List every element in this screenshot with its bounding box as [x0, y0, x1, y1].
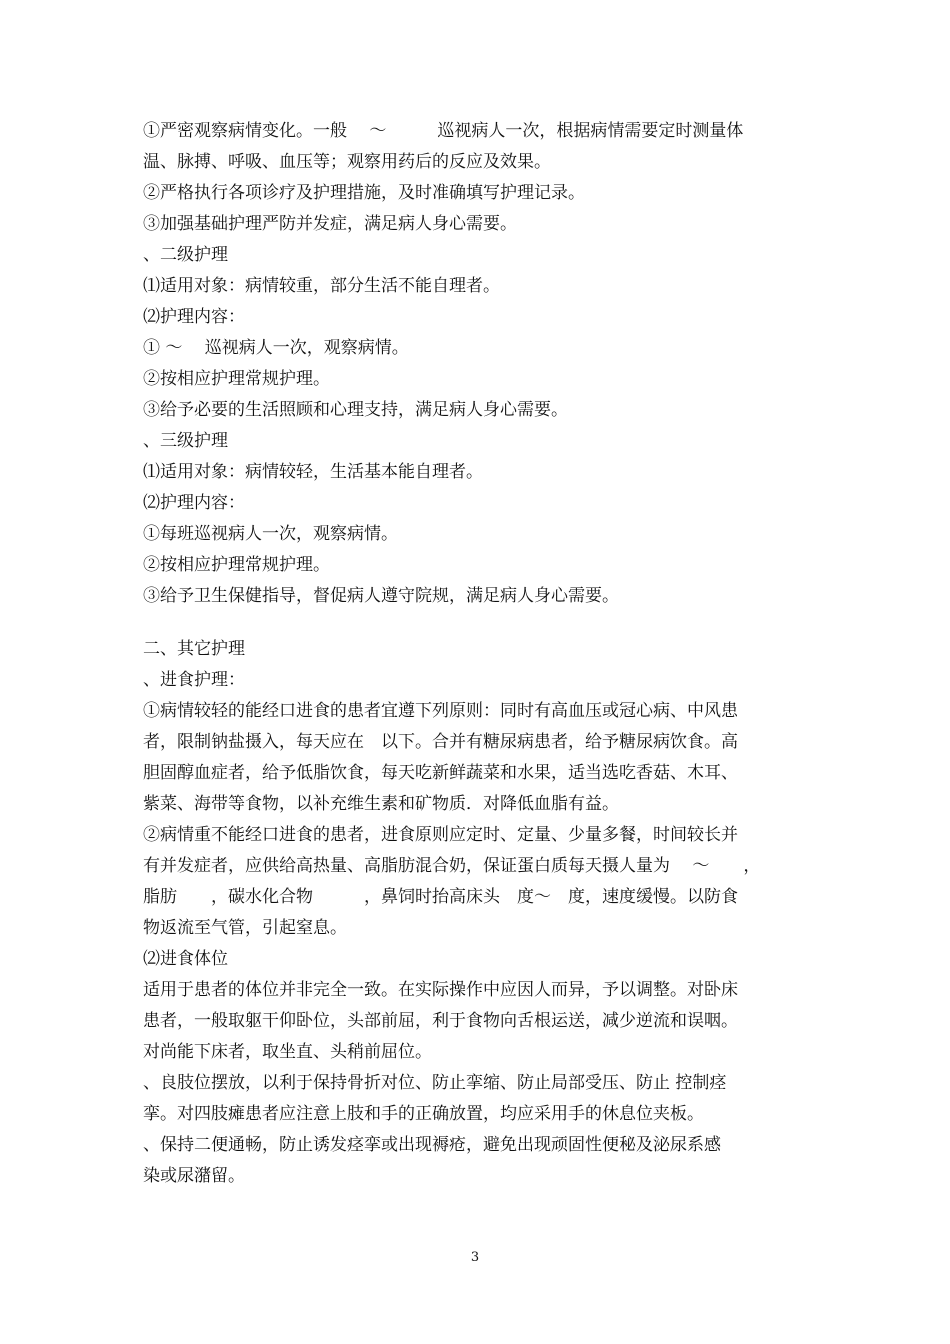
text-line: 有并发症者，应供给高热量、高脂肪混合奶，保证蛋白质每天摄人量为 ～ ，	[143, 856, 761, 876]
text-line: 物返流至气管，引起窒息。	[143, 918, 347, 938]
section-heading-other-care: 二、其它护理	[143, 639, 245, 659]
text-line: ⑵护理内容：	[143, 307, 245, 327]
text-line: ①病情较轻的能经口进食的患者宜遵下列原则：同时有高血压或冠心病、中风患	[143, 701, 738, 721]
other-care-section	[143, 634, 813, 1192]
text-line: 、保持二便通畅，防止诱发痉挛或出现褥疮，避免出现顽固性便秘及泌尿系感	[143, 1135, 721, 1155]
text-line: ②按相应护理常规护理。	[143, 555, 330, 575]
text-line: 适用于患者的体位并非完全一致。在实际操作中应因人而异，予以调整。对卧床	[143, 980, 738, 1000]
document-body	[143, 116, 813, 1192]
text-line: 者，限制钠盐摄入，每天应在 以下。合并有糖尿病患者，给予糖尿病饮食。高	[143, 732, 738, 752]
text-line: 患者，一般取躯干仰卧位，头部前屈，利于食物向舌根运送，减少逆流和误咽。	[143, 1011, 738, 1031]
text-line: ①严密观察病情变化。一般 ～ 巡视病人一次，根据病情需要定时测量体	[143, 121, 744, 141]
text-line: 对尚能下床者，取坐直、头稍前屈位。	[143, 1042, 432, 1062]
text-line: ⑴适用对象：病情较重，部分生活不能自理者。	[143, 276, 500, 296]
subheading-secondary-care: 、二级护理	[143, 245, 228, 265]
text-line: 胆固醇血症者，给予低脂饮食，每天吃新鲜蔬菜和水果，适当选吃香菇、木耳、	[143, 763, 738, 783]
text-line: ⑴适用对象：病情较轻，生活基本能自理者。	[143, 462, 483, 482]
text-line: ③给予必要的生活照顾和心理支持，满足病人身心需要。	[143, 400, 568, 420]
text-line: 紫菜、海带等食物，以补充维生素和矿物质．对降低血脂有益。	[143, 794, 619, 814]
text-line: ③给予卫生保健指导，督促病人遵守院规，满足病人身心需要。	[143, 586, 619, 606]
text-line: 脂肪 ，碳水化合物 ，鼻饲时抬高床头 度～ 度，速度缓慢。以防食	[143, 887, 738, 907]
section-gap	[143, 612, 813, 634]
subheading-feeding-position: ⑵进食体位	[143, 949, 228, 969]
subheading-feeding-care: 、进食护理：	[143, 670, 245, 690]
text-line: ②严格执行各项诊疗及护理措施，及时准确填写护理记录。	[143, 183, 585, 203]
text-line: 挛。对四肢瘫患者应注意上肢和手的正确放置，均应采用手的休息位夹板。	[143, 1104, 704, 1124]
text-line: ③加强基础护理严防并发症，满足病人身心需要。	[143, 214, 517, 234]
page-number: 3	[470, 1250, 480, 1265]
text-line: ②按相应护理常规护理。	[143, 369, 330, 389]
text-line: 温、脉搏、呼吸、血压等；观察用药后的反应及效果。	[143, 152, 551, 172]
text-line: 染或尿潴留。	[143, 1166, 245, 1186]
text-line: ②病情重不能经口进食的患者，进食原则应定时、定量、少量多餐，时间较长并	[143, 825, 738, 845]
text-line: ⑵护理内容：	[143, 493, 245, 513]
text-line: 、良肢位摆放，以利于保持骨折对位、防止挛缩、防止局部受压、防止 控制痉	[143, 1073, 727, 1093]
text-line: ①每班巡视病人一次，观察病情。	[143, 524, 398, 544]
text-line: ① ～ 巡视病人一次，观察病情。	[143, 338, 409, 358]
subheading-tertiary-care: 、三级护理	[143, 431, 228, 451]
nursing-levels-section	[143, 116, 813, 612]
